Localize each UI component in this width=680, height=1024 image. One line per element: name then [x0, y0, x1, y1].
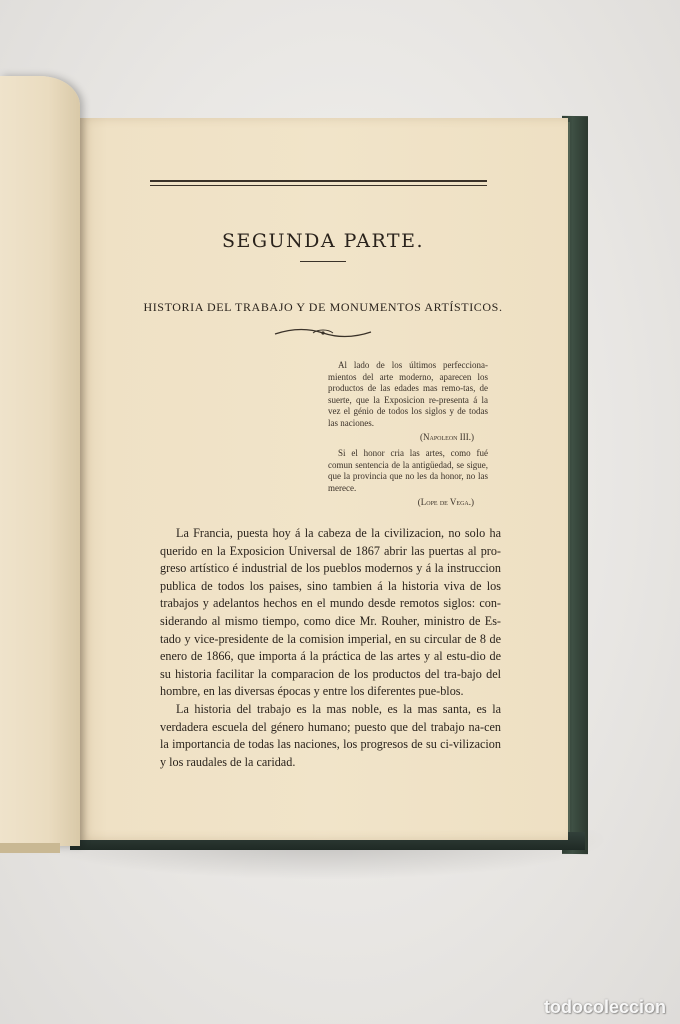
body-text	[160, 525, 501, 771]
top-rule	[150, 180, 487, 182]
left-page-edge	[0, 843, 60, 853]
left-page-lifted	[0, 76, 80, 846]
page-subtitle: HISTORIA DEL TRABAJO Y DE MONUMENTOS ARTÍSTICOS.	[143, 300, 503, 314]
epigraph-attribution: (Lope de Vega.)	[417, 496, 474, 507]
ornament-flourish-icon	[273, 326, 373, 340]
paragraph: La Francia, puesta hoy á la cabeza de la civilizacion, no solo ha querido en la Exposicion Universal de 1867 abrir las puertas al pro-greso artístico é industrial de los pueblos modernos y á la instruccion publica de todos los paises, sino tambien á la historia viva de los trabajos y adelantos hechos en el mundo desde remotos siglos: con-siderando al mismo tiempo, como dice Mr. Rouher, ministro de Es-tado y vice-presidente de la comision imperial, en su circular de 8 de enero de 1866, que importa á la práctica de las artes y al estu-dio de su historia facilitar la comparacion de los productos del tra-bajo del hombre, en las diversas épocas y entre los diferentes pue-blos.	[160, 526, 501, 699]
epigraph-block	[328, 360, 488, 513]
book-page	[78, 118, 568, 840]
epigraph-attribution: (Napoleon III.)	[420, 431, 474, 442]
paragraph: La historia del trabajo es la mas noble, es la mas santa, es la verdadera escuela del género humano; puesto que del trabajo na-cen la importancia de todas las naciones, los progresos de su ci-vilizacion y los raudales de la caridad.	[160, 701, 501, 769]
watermark-text: todocoleccion	[543, 997, 666, 1017]
title-underline	[300, 261, 346, 262]
top-rule-thin	[150, 185, 487, 186]
page-title: SEGUNDA PARTE.	[221, 230, 424, 252]
epigraph-text: Si el honor cria las artes, como fué comun sentencia de la antigüedad, se sigue, que la provincia que no les da honor, no las merece.	[328, 448, 488, 493]
epigraph-text: Al lado de los últimos perfecciona-mientos del arte moderno, aparecen los productos de las edades mas remo-tas, de suerte, que la Exposicion re-presenta á la vez el génio de todos los siglos y de todas las naciones.	[328, 360, 488, 428]
